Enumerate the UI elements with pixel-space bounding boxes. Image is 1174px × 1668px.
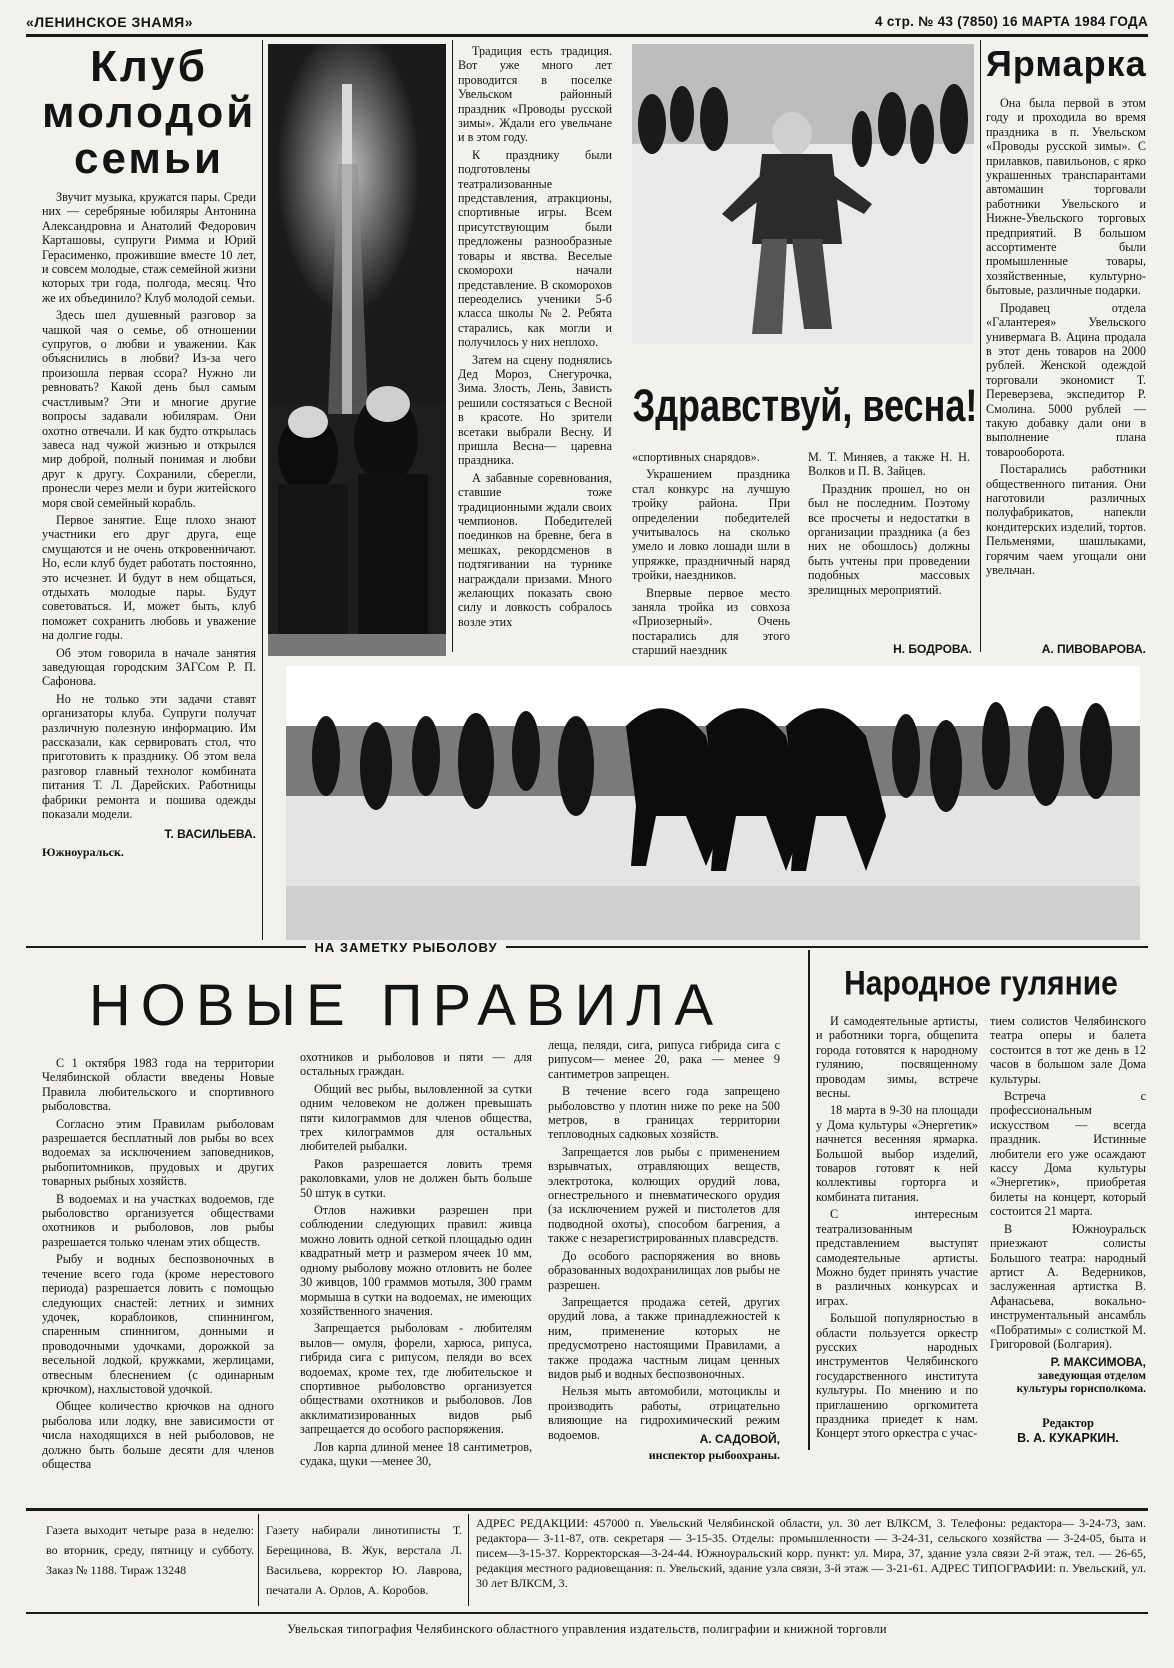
footer-schedule: Газета выходит четыре раза в неделю: во вторник, среду, пятницу и субботу. Заказ № 1188. Тираж 13248 — [46, 1523, 254, 1577]
festival-author-role: заведующая отделом культуры горисполкома. — [1016, 1369, 1146, 1395]
spring-col-3 — [808, 450, 970, 600]
photo-children-illustration — [268, 44, 446, 656]
spring-title: Здравствуй, весна! — [632, 379, 978, 431]
club-paragraph: Звучит музыка, кружатся пары. Среди них — серебряные юбиляры Антонина Александровна и Анатолий Федорович Карташовы, супруги Римма и Юрий Герасименко, прожившие вместе 10 лет, и совсем молодые, стаж семейной жизни которых три года, полгода, месяц. Что же их объединило? Клуб молодой семьи. — [42, 190, 256, 305]
festival-paragraph: Большой популярностью в области пользуется оркестр русских народных инструментов Челябинского государственного института культуры. По мнению и по приглашению оргкомитета праздника приедет к нам. Концерт этого оркестра с учас- — [816, 1311, 978, 1441]
masthead-rule — [26, 34, 1148, 37]
column-divider — [980, 40, 981, 652]
rules-paragraph: Раков разрешается ловить тремя раколовками, улов не должен быть больше 50 штук в сутки. — [300, 1156, 532, 1200]
festival-col-2 — [990, 1014, 1146, 1396]
spring-col-1 — [458, 44, 612, 632]
rules-paragraph: Рыбу и водных беспозвоночных в течение всего года (кроме нерестового периода) разрешается ловить с помощью следующих снастей: летних и зимних удочек, кораблоиков, спиннингом, спаренным спиннигом, донными и проводочными удочками, дорожкой за весельной лодкой, кружками, жерлицами, отвесным блеснением (с одинарным крючком), нахлыстовой удочкой. — [42, 1252, 274, 1396]
festival-col-1 — [816, 1014, 978, 1444]
fair-paragraph: Она была первой в этом году и проходила во время праздника в п. Увельском «Проводы русской зимы». С прилавков, павильонов, с ярко украшенных транспарантами автомашин торговали работники Увельского и Нижне-Увельского торговых предприятий. В большом ассортименте были промышленные товары, хозяйственные, культурно-бытовые, различные подарки. — [986, 96, 1146, 298]
rules-col-3 — [548, 1038, 780, 1445]
club-paragraph: Здесь шел душевный разговор за чашкой чая о семье, об отношении супругов, о любви и уважении. Как объяснились в любви? Из-за чего произошла первая ссора? Нужно ли ревновать? Какой день был самым счастливым? Эти и многие другие вопросы задавали юбилярам. Они охотно отвечали. И как будто открылась завеса над чужой жизнью и открылся мир доброй, полный понимая и любви друг к другу. Сохранили, сберегли, пронесли через мели и бури житейского моря свой семейный корабль. — [42, 308, 256, 510]
rules-paragraph: охотников и рыболовов и пяти — для остальных граждан. — [300, 1050, 532, 1079]
rules-paragraph: Запрещается лов рыбы с применением взрывчатых, отравляющих веществ, электротока, колющих орудий лова, огнестрельного и пневматического орудия (за исключением ружей и пистолетов для подводной охоты), способом багрения, а также с незарегистрированных плавсредств. — [548, 1144, 780, 1246]
spring-col-2 — [632, 450, 790, 661]
masthead — [26, 14, 1148, 34]
festival-title: Народное гуляние — [844, 964, 1118, 1003]
column-divider — [262, 40, 263, 940]
rules-paragraph: В течение всего года запрещено рыболовство у плотин ниже по реке на 500 метров, в границах территории тепловодных садковых хозяйств. — [548, 1084, 780, 1142]
photo-troika-illustration — [286, 666, 1140, 940]
photo-winter-illustration — [632, 44, 974, 344]
rules-paragraph: леща, пеляди, сига, рипуса гибрида сига с рипусом— менее 20, рака — менее 9 сантиметров запрещен. — [548, 1038, 780, 1081]
rules-col-1 — [42, 1056, 274, 1474]
festival-paragraph: С интересным театрализованным представлением выступят самодеятельные артисты. Можно будет принять участие в различных конкурсах и играх. — [816, 1207, 978, 1308]
spring-paragraph: М. Т. Миняев, а также Н. Н. Волков и П. В. Зайцев. — [808, 450, 970, 479]
footer-printer: Увельская типография Челябинского областного управления издательств, полиграфии и книжной торговли — [287, 1622, 887, 1636]
footer-divider — [468, 1514, 469, 1606]
rules-paragraph: Общий вес рыбы, выловленной за сутки одним человеком не должен превышать пяти килограммов для членов общества, трех килограммов для остальных любителей рыбалки. — [300, 1081, 532, 1154]
rules-author: А. САДОВОЙ, — [699, 1432, 780, 1446]
footer-divider — [258, 1514, 259, 1606]
club-author: Т. ВАСИЛЬЕВА. — [164, 827, 256, 842]
festival-paragraph: тием солистов Челябинского театра оперы и балета состоится в тот же день в 12 часов в большом зале Дома культуры. — [990, 1014, 1146, 1086]
masthead-issue-info: 4 стр. № 43 (7850) 16 МАРТА 1984 ГОДА — [875, 14, 1148, 29]
footer-bottom-rule — [26, 1612, 1148, 1614]
column-divider — [808, 950, 810, 1450]
photo-winter-games — [632, 44, 974, 344]
spring-paragraph: Затем на сцену поднялись Дед Мороз, Снегурочка, Зима. Злость, Лень, Зависть решили состязаться с Весной в красоте. Но зрители всетаки выбрали Весну. И пришла Весна— царевна праздника. — [458, 352, 612, 468]
spring-paragraph: Впервые первое место заняла тройка из совхоза «Приозерный». Очень постарались для этого старший наездник — [632, 585, 790, 658]
club-paragraph: Но не только эти задачи ставят организаторы клуба. Супруги получат различную полезную информацию. Им рассказали, как сервировать стол, что приготовить к празднику. Об этом вела разговор главный технолог комбината питания Т. Л. Дарейских. Работницы фабрики ремонта и пошива одежды показали модели. — [42, 691, 256, 822]
editor-label: Редактор — [1042, 1416, 1094, 1430]
fair-author: А. ПИВОВАРОВА. — [1041, 642, 1146, 656]
club-body — [42, 190, 256, 821]
festival-author: Р. МАКСИМОВА, — [1050, 1355, 1146, 1370]
rules-paragraph: Общее количество крючков на одного рыболова или лодку, вне зависимости от числа находящихся в ней рыболовов, не должно быть больше десяти для членов общества — [42, 1399, 274, 1471]
spring-paragraph: А забавные соревнования, ставшие тоже традиционными ждали своих чемпионов. Победителей поединков на бревне, бега в мешках, рекордсменов в подтягивании на турнике награждали призами. Много желающих показать свою силу и ловкость собралось возле этих — [458, 470, 612, 629]
club-paragraph: Об этом говорила в начале занятия заведующая городским ЗАГСом Р. П. Сафонова. — [42, 645, 256, 689]
fair-body — [986, 96, 1146, 577]
spring-author: Н. БОДРОВА. — [893, 642, 972, 656]
spring-paragraph: К празднику были подготовлены театрализованные представления, атракционы, спортивные игры. Всем присутствующим были предложены разнообразные товары и явства. Веселые скоморохи начали представление. В скоморохов переоделись ученики 5-б класса школы № 2. Ребята старались, как могли и получилось у них неплохо. — [458, 147, 612, 350]
rules-paragraph: Согласно этим Правилам рыболовам разрешается бесплатный лов рыбы во всех водоемах за исключением заповедников, рыбопитомников, прудовых и других товарных рыбных хозяйств. — [42, 1116, 274, 1189]
footer-rule — [26, 1508, 1148, 1511]
fair-article — [986, 42, 1146, 580]
rules-paragraph: В водоемах и на участках водоемов, где рыболовство организуется обществами охотников и рыболовов, лов рыбы разрешается только членам этих обществ. — [42, 1191, 274, 1249]
photo-troika — [286, 666, 1140, 940]
editor-name: В. А. КУКАРКИН. — [1017, 1431, 1119, 1445]
rules-col-2 — [300, 1050, 532, 1471]
rules-author-role: инспектор рыбоохраны. — [648, 1448, 780, 1462]
festival-paragraph: 18 марта в 9-30 на площади у Дома культуры «Энергетик» начнется весенняя ярмарка. Большой выбор изделий, товаров готовят к ней коллективы горторга и комбината питания. — [816, 1103, 978, 1204]
club-title: Клуб молодой семьи — [42, 42, 257, 183]
editor-block — [990, 1416, 1146, 1445]
rules-paragraph: Лов карпа длиной менее 18 сантиметров, судака, щуки —менее 30, — [300, 1439, 532, 1468]
rules-paragraph: Нельзя мыть автомобили, мотоциклы и производить работы, отрицательно влияющие на гидрохимический режим водоемов. — [548, 1384, 780, 1442]
club-place: Южноуральск. — [42, 845, 124, 860]
festival-paragraph: И самодеятельные артисты, и работники торга, общепита города готовятся к народному гулянию, посвященному проводам зимы, встрече весны. — [816, 1014, 978, 1101]
footer-staff: Газету набирали линотиписты Т. Берещинова, В. Жук, верстала Л. Васильева, корректор Ю. Лаврова, печатали А. Орлов, А. Коробов. — [266, 1523, 462, 1597]
spring-paragraph: Праздник прошел, но он был не последним. Поэтому все просчеты и недостатки в организации праздника (а без них не обошлось) должны быть учтены при проведении подобных массовых зрелищных мероприятий. — [808, 481, 970, 597]
fair-paragraph: Продавец отдела «Галантерея» Увельского универмага В. Ацина продала в этот день товаров на 2000 рублей. Женской одеждой торговали экономист Т. Переверзева, экспедитор Р. Смолина. 5000 рублей — такую добавку дали они в выполнение плана товарооборота. — [986, 300, 1146, 459]
rules-paragraph: До особого распоряжения во вновь образованных водохранилищах лов рыбы не разрешен. — [548, 1248, 780, 1292]
footer-address: АДРЕС РЕДАКЦИИ: 457000 п. Увельский Челябинской области, ул. 30 лет ВЛКСМ, 3. Телефоны: редактора— 3-24-73, зам. редактора— 3-11-87, отв. секретаря — 3-15-35. Отделы: промышленности — 3-24-31, сельского хозяйства — 3-24-05, быта и писем—3-15-37. Корректорская—3-24-44. Южноуральский корр. пункт: ул. Мира, 37, здание узла связи 2-й этаж, тел. — 26-65, редакция местного радиовещания: п. Увельский, здание узла связи, 3-й этаж — 3-21-61. АДРЕС ТИПОГРАФИИ: п. Увельский, ул. 30 лет ВЛКСМ, 3. — [476, 1516, 1146, 1590]
spring-paragraph: Украшением праздника стал конкурс на лучшую тройку района. При определении победителей учитывалось на сколько умело и ловко лошади шли в упряжке, праздничный наряд тройки, наездников. — [632, 467, 790, 583]
fair-title: Ярмарка — [986, 43, 1147, 84]
festival-paragraph: В Южноуральск приезжают солисты Большого театра: народный артист А. Ведерников, заслуженная артистка В. Афанасьева, вокально-инструментальный ансамбль «Побратимы» с солисткой М. Григоровой (Болгария). — [990, 1221, 1146, 1351]
rules-title: НОВЫЕ ПРАВИЛА — [88, 973, 724, 1038]
club-paragraph: Первое занятие. Еще плохо знают участники его друг друга, еще смущаются и не очень откровенничают. Но, если клуб будет работать постоянно, это исчезнет. И будут в нем общаться, отдыхать молодые пары. Будут советоваться. И, может быть, клуб поможет сохранить любовь и уважение на долгие годы. — [42, 512, 256, 643]
rules-paragraph: Отлов наживки разрешен при соблюдении следующих правил: живца можно ловить одной сеткой площадью один квадратный метр и размером ячеек 10 мм, одному рыболову можно отловить не более 30 живцов, 100 граммов мотыля, 300 грамм мормыша в сутки на водоемах, не имеющих хозяйственного значения. — [300, 1203, 532, 1318]
club-article — [42, 42, 256, 860]
rules-paragraph: С 1 октября 1983 года на территории Челябинской области введены Новые Правила любительского и спортивного рыболовства. — [42, 1056, 274, 1114]
spring-paragraph: «спортивных снарядов». — [632, 450, 760, 464]
column-divider — [452, 40, 453, 652]
fair-paragraph: Постарались работники общественного питания. Они наготовили различных полуфабрикатов, напекли кондитерских изделий, тортов. Пельменями, шашлыками, горячим чаем угощали они увельчан. — [986, 462, 1146, 577]
spring-paragraph: Традиция есть традиция. Вот уже много лет проводится в поселке Увельском районный праздник «Проводы русской зимы». Ждали его увельчане и в этом году. — [458, 44, 612, 145]
rules-paragraph: Запрещается продажа сетей, других орудий лова, а также принадлежностей к ним, применение которых не предусмотрено настоящими Правилами, а также продажа частным лицам ценных видов рыб и водных беспозвоночных. — [548, 1294, 780, 1381]
rules-kicker: НА ЗАМЕТКУ РЫБОЛОВУ — [26, 948, 786, 966]
photo-children-festival — [268, 44, 446, 656]
festival-paragraph: Встреча с профессиональным искусством — всегда праздник. Истинные любители его уже осаждают кассу Дома культуры «Энергетик», приобретая билеты на концерт, который состоится 21 марта. — [990, 1089, 1146, 1219]
rules-paragraph: Запрещается рыболовам - любителям вылов— омуля, форели, харюса, рипуса, гибрида сига с рипусом, пеляди во всех водоемах, кроме тех, где любительское и спортивное рыболовство организуется обществами охотников и рыболовов. Лов акклиматизированных видов рыб запрещается до особого распоряжения. — [300, 1321, 532, 1437]
masthead-newspaper-name: «ЛЕНИНСКОЕ ЗНАМЯ» — [26, 14, 194, 30]
